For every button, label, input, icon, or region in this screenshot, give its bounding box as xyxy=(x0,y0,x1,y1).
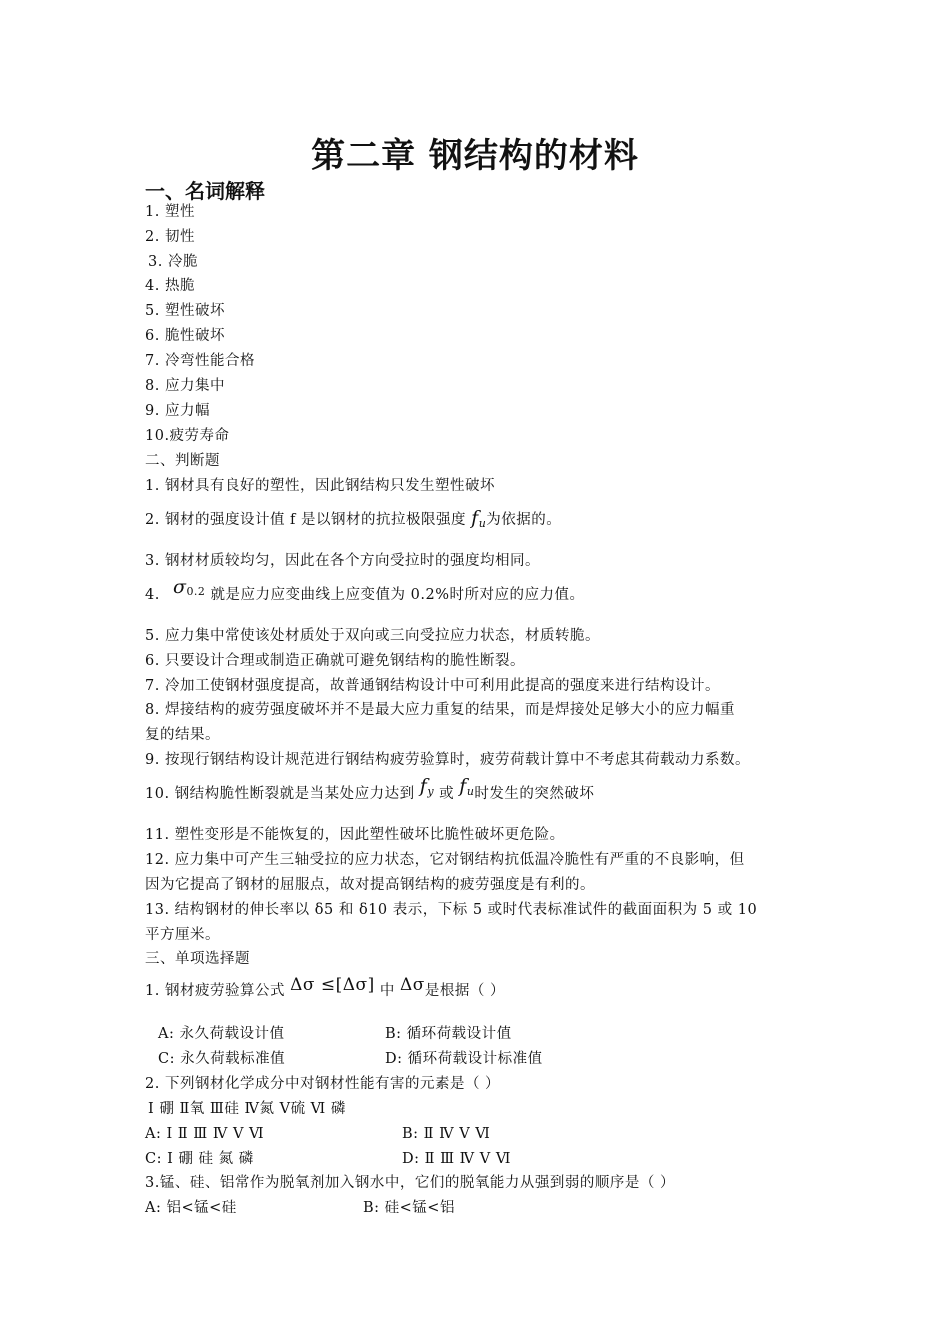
choice-question: 2. 下列钢材化学成分中对钢材性能有害的元素是（ ） xyxy=(145,1076,501,1092)
term-item: 7. 冷弯性能合格 xyxy=(145,353,255,369)
term-item: 4. 热脆 xyxy=(145,278,195,294)
symbol-f: f xyxy=(471,507,479,529)
judgement-question: 9. 按现行钢结构设计规范进行钢结构疲劳验算时，疲劳荷载计算中不考虑其荷载动力系数。 xyxy=(145,752,750,768)
choice-option-d: D: 循环荷载设计标准值 xyxy=(385,1051,543,1067)
judgement-question: 7. 冷加工使钢材强度提高，故普通钢结构设计中可利用此提高的强度来进行结构设计。 xyxy=(145,678,720,694)
symbol-f: f xyxy=(419,775,428,797)
term-item: 2. 韧性 xyxy=(145,229,195,245)
choice-option-d: D: Ⅱ Ⅲ Ⅳ Ⅴ Ⅵ xyxy=(402,1151,511,1167)
choice-question: 1. 钢材疲劳验算公式 Δσ ≤[Δσ] 中 Δσ是根据（ ） xyxy=(145,975,505,999)
choice-option-a: A: 铝<锰<硅 xyxy=(145,1200,237,1216)
symbol-f: f xyxy=(459,775,467,797)
element-list: Ⅰ 硼 Ⅱ氧 Ⅲ硅 Ⅳ氮 Ⅴ硫 Ⅵ 磷 xyxy=(148,1101,346,1117)
judgement-question: 2. 钢材的强度设计值 f 是以钢材的抗拉极限强度 $f_u$为依据的。 xyxy=(145,507,562,530)
judgement-question: 6. 只要设计合理或制造正确就可避免钢结构的脆性断裂。 xyxy=(145,653,525,669)
judgement-question: 4. $\sigma^{0.2}$ 就是应力应变曲线上应变值为 0.2%时所对应的应力值。 xyxy=(145,576,585,603)
term-item: 6. 脆性破坏 xyxy=(145,328,225,344)
choice-question: 3.锰、硅、铝常作为脱氧剂加入钢水中，它们的脱氧能力从强到弱的顺序是（ ） xyxy=(145,1175,675,1191)
section-heading-judgement: 二、判断题 xyxy=(145,453,220,469)
term-item: 9. 应力幅 xyxy=(145,403,210,419)
choice-option-a: A: Ⅰ Ⅱ Ⅲ Ⅳ Ⅴ Ⅵ xyxy=(145,1126,265,1142)
term-item: 5. 塑性破坏 xyxy=(145,303,225,319)
choice-option-a: A: 永久荷载设计值 xyxy=(158,1026,285,1042)
choice-option-c: C: Ⅰ 硼 硅 氮 磷 xyxy=(145,1151,254,1167)
fatigue-formula: Δσ ≤[Δσ] xyxy=(290,975,375,995)
term-item: 8. 应力集中 xyxy=(145,378,225,394)
term-item: 10.疲劳寿命 xyxy=(145,428,230,444)
symbol-sigma: σ xyxy=(172,576,187,598)
section-heading-terms: 一、名词解释 xyxy=(145,179,265,203)
term-item: 3. 冷脆 xyxy=(148,254,198,270)
judgement-question: 11. 塑性变形是不能恢复的，因此塑性破坏比脆性破坏更危险。 xyxy=(145,827,565,843)
judgement-question: 12. 应力集中可产生三轴受拉的应力状态，它对钢结构抗低温冷脆性有严重的不良影响，但 xyxy=(145,852,745,868)
judgement-question-cont: 因为它提高了钢材的屈服点，故对提高钢结构的疲劳强度是有利的。 xyxy=(145,877,595,893)
judgement-question: 8. 焊接结构的疲劳强度破坏并不是最大应力重复的结果，而是焊接处足够大小的应力幅重 xyxy=(145,702,735,718)
judgement-question: 5. 应力集中常使该处材质处于双向或三向受拉应力状态，材质转脆。 xyxy=(145,628,600,644)
chapter-title: 第二章 钢结构的材料 xyxy=(311,136,639,176)
judgement-question-cont: 复的结果。 xyxy=(145,727,220,743)
term-item: 1. 塑性 xyxy=(145,204,195,220)
judgement-question: 1. 钢材具有良好的塑性，因此钢结构只发生塑性破坏 xyxy=(145,478,495,494)
choice-option-b: B: 硅<锰<铝 xyxy=(363,1200,455,1216)
symbol-delta-sigma: Δσ xyxy=(399,975,425,995)
choice-option-b: B: 循环荷载设计值 xyxy=(385,1026,512,1042)
choice-option-c: C: 永久荷载标准值 xyxy=(158,1051,286,1067)
choice-option-b: B: Ⅱ Ⅳ Ⅴ Ⅵ xyxy=(402,1126,491,1142)
section-heading-single-choice: 三、单项选择题 xyxy=(145,951,250,967)
judgement-question: 13. 结构钢材的伸长率以 δ5 和 δ10 表示，下标 5 或时代表标准试件的截面面积为 5 或 10 xyxy=(145,902,758,918)
judgement-question: 10. 钢结构脆性断裂就是当某处应力达到 $f^y$ 或 $f^u$时发生的突然破坏 xyxy=(145,775,595,802)
judgement-question-cont: 平方厘米。 xyxy=(145,927,220,943)
judgement-question: 3. 钢材材质较均匀，因此在各个方向受拉时的强度均相同。 xyxy=(145,553,540,569)
